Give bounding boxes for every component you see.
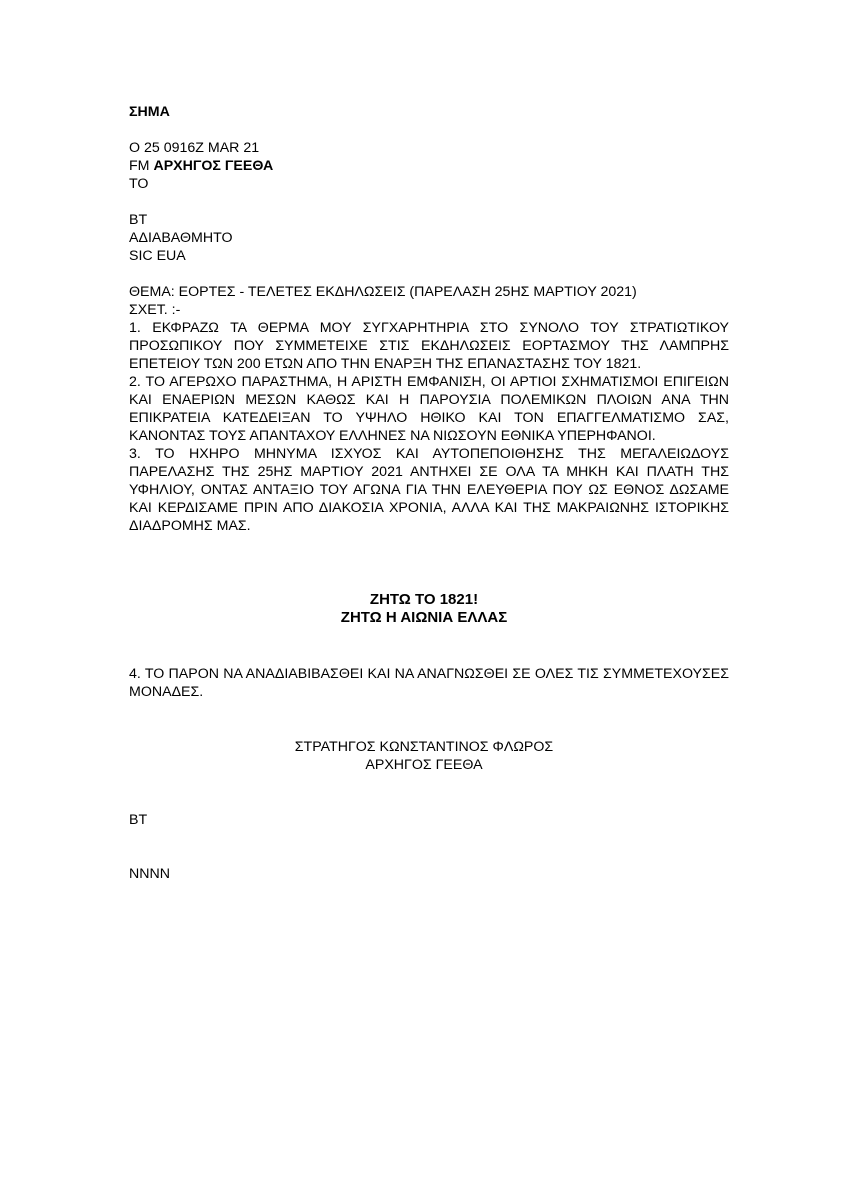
doc-type: ΣΗΜΑ [129, 104, 170, 120]
paragraph-1: 1. ΕΚΦΡΑΖΩ ΤΑ ΘΕΡΜΑ ΜΟΥ ΣΥΓΧΑΡΗΤΗΡΙΑ ΣΤΟ ΣΥΝΟΛΟ ΤΟΥ ΣΤΡΑΤΙΩΤΙΚΟΥ ΠΡΟΣΩΠΙΚΟΥ ΠΟΥ ΣΥΜΜΕΤΕΙΧΕ ΣΤΙΣ ΕΚΔΗΛΩΣΕΙΣ ΕΟΡΤΑΣΜΟΥ ΤΗΣ ΛΑΜΠΡΗΣ ΕΠΕΤΕΙΟΥ ΤΩΝ 200 ΕΤΩΝ ΑΠΟ ΤΗΝ ΕΝΑΡΞΗ ΤΗΣ ΕΠΑΝΑΣΤΑΣΗΣ ΤΟΥ 1821. [129, 320, 729, 372]
bt-close-block [129, 811, 147, 829]
from-name: ΑΡΧΗΓΟΣ ΓΕΕΘΑ [153, 158, 274, 174]
routing-header [129, 139, 273, 193]
reference-line: ΣΧΕΤ. :- [129, 302, 181, 318]
classification-block [129, 211, 233, 265]
paragraph-3: 3. ΤΟ ΗΧΗΡΟ ΜΗΝΥΜΑ ΙΣΧΥΟΣ ΚΑΙ ΑΥΤΟΠΕΠΟΙΘΗΣΗΣ ΤΗΣ ΜΕΓΑΛΕΙΩΔΟΥΣ ΠΑΡΕΛΑΣΗΣ ΤΗΣ 25ΗΣ ΜΑΡΤΙΟΥ 2021 ΑΝΤΗΧΕΙ ΣΕ ΟΛΑ ΤΑ ΜΗΚΗ ΚΑΙ ΠΛΑΤΗ ΤΗΣ ΥΦΗΛΙΟΥ, ΟΝΤΑΣ ΑΝΤΑΞΙΟ ΤΟΥ ΑΓΩΝΑ ΓΙΑ ΤΗΝ ΕΛΕΥΘΕΡΙΑ ΠΟΥ ΩΣ ΕΘΝΟΣ ΔΩΣΑΜΕ ΚΑΙ ΚΕΡΔΙΣΑΜΕ ΠΡΙΝ ΑΠΟ ΔΙΑΚΟΣΙΑ ΧΡΟΝΙΑ, ΑΛΛΑ ΚΑΙ ΤΗΣ ΜΑΚΡΑΙΩΝΗΣ ΙΣΤΟΡΙΚΗΣ ΔΙΑΔΡΟΜΗΣ ΜΑΣ. [129, 446, 729, 534]
sic-code: SIC EUA [129, 248, 186, 264]
doc-type-heading [129, 103, 170, 121]
from-prefix: FM [129, 158, 150, 174]
date-time-group: Ο 25 0916Z MAR 21 [129, 140, 260, 156]
from-line [129, 157, 273, 175]
bt-close: ΒΤ [129, 812, 148, 828]
to-line: ΤΟ [129, 176, 149, 192]
signatory-name: ΣΤΡΑΤΗΓΟΣ ΚΩΝΣΤΑΝΤΙΝΟΣ ΦΛΩΡΟΣ [294, 739, 554, 755]
message-body [129, 283, 729, 535]
slogan-block [129, 591, 719, 627]
signatory-title: ΑΡΧΗΓΟΣ ΓΕΕΘΑ [365, 757, 483, 773]
subject-line: ΘΕΜΑ: ΕΟΡΤΕΣ - ΤΕΛΕΤΕΣ ΕΚΔΗΛΩΣΕΙΣ (ΠΑΡΕΛΑΣΗ 25ΗΣ ΜΑΡΤΙΟΥ 2021) [129, 284, 637, 300]
paragraph-4: 4. ΤΟ ΠΑΡΟΝ ΝΑ ΑΝΑΔΙΑΒΙΒΑΣΘΕΙ ΚΑΙ ΝΑ ΑΝΑΓΝΩΣΘΕΙ ΣΕ ΟΛΕΣ ΤΙΣ ΣΥΜΜΕΤΕΧΟΥΣΕΣ ΜΟΝΑΔΕΣ. [129, 666, 729, 700]
classification: ΑΔΙΑΒΑΘΜΗΤΟ [129, 230, 233, 246]
signature-block [129, 738, 719, 774]
bt-open: ΒΤ [129, 212, 148, 228]
paragraph-4-block [129, 665, 729, 701]
slogan-2: ΖΗΤΩ Η ΑΙΩΝΙΑ ΕΛΛΑΣ [340, 609, 508, 626]
slogan-1: ΖΗΤΩ ΤΟ 1821! [369, 591, 479, 608]
end-marker: NNNN [129, 866, 170, 882]
end-marker-block [129, 865, 170, 883]
paragraph-2: 2. ΤΟ ΑΓΕΡΩΧΟ ΠΑΡΑΣΤΗΜΑ, Η ΑΡΙΣΤΗ ΕΜΦΑΝΙΣΗ, ΟΙ ΑΡΤΙΟΙ ΣΧΗΜΑΤΙΣΜΟΙ ΕΠΙΓΕΙΩΝ ΚΑΙ ΕΝΑΕΡΙΩΝ ΜΕΣΩΝ ΚΑΘΩΣ ΚΑΙ Η ΠΑΡΟΥΣΙΑ ΠΟΛΕΜΙΚΩΝ ΠΛΟΙΩΝ ΑΝΑ ΤΗΝ ΕΠΙΚΡΑΤΕΙΑ ΚΑΤΕΔΕΙΞΑΝ ΤΟ ΥΨΗΛΟ ΗΘΙΚΟ ΚΑΙ ΤΟΝ ΕΠΑΓΓΕΛΜΑΤΙΣΜΟ ΣΑΣ, ΚΑΝΟΝΤΑΣ ΤΟΥΣ ΑΠΑΝΤΑΧΟΥ ΕΛΛΗΝΕΣ ΝΑ ΝΙΩΣΟΥΝ ΕΘΝΙΚΑ ΥΠΕΡΗΦΑΝΟΙ. [129, 374, 729, 444]
